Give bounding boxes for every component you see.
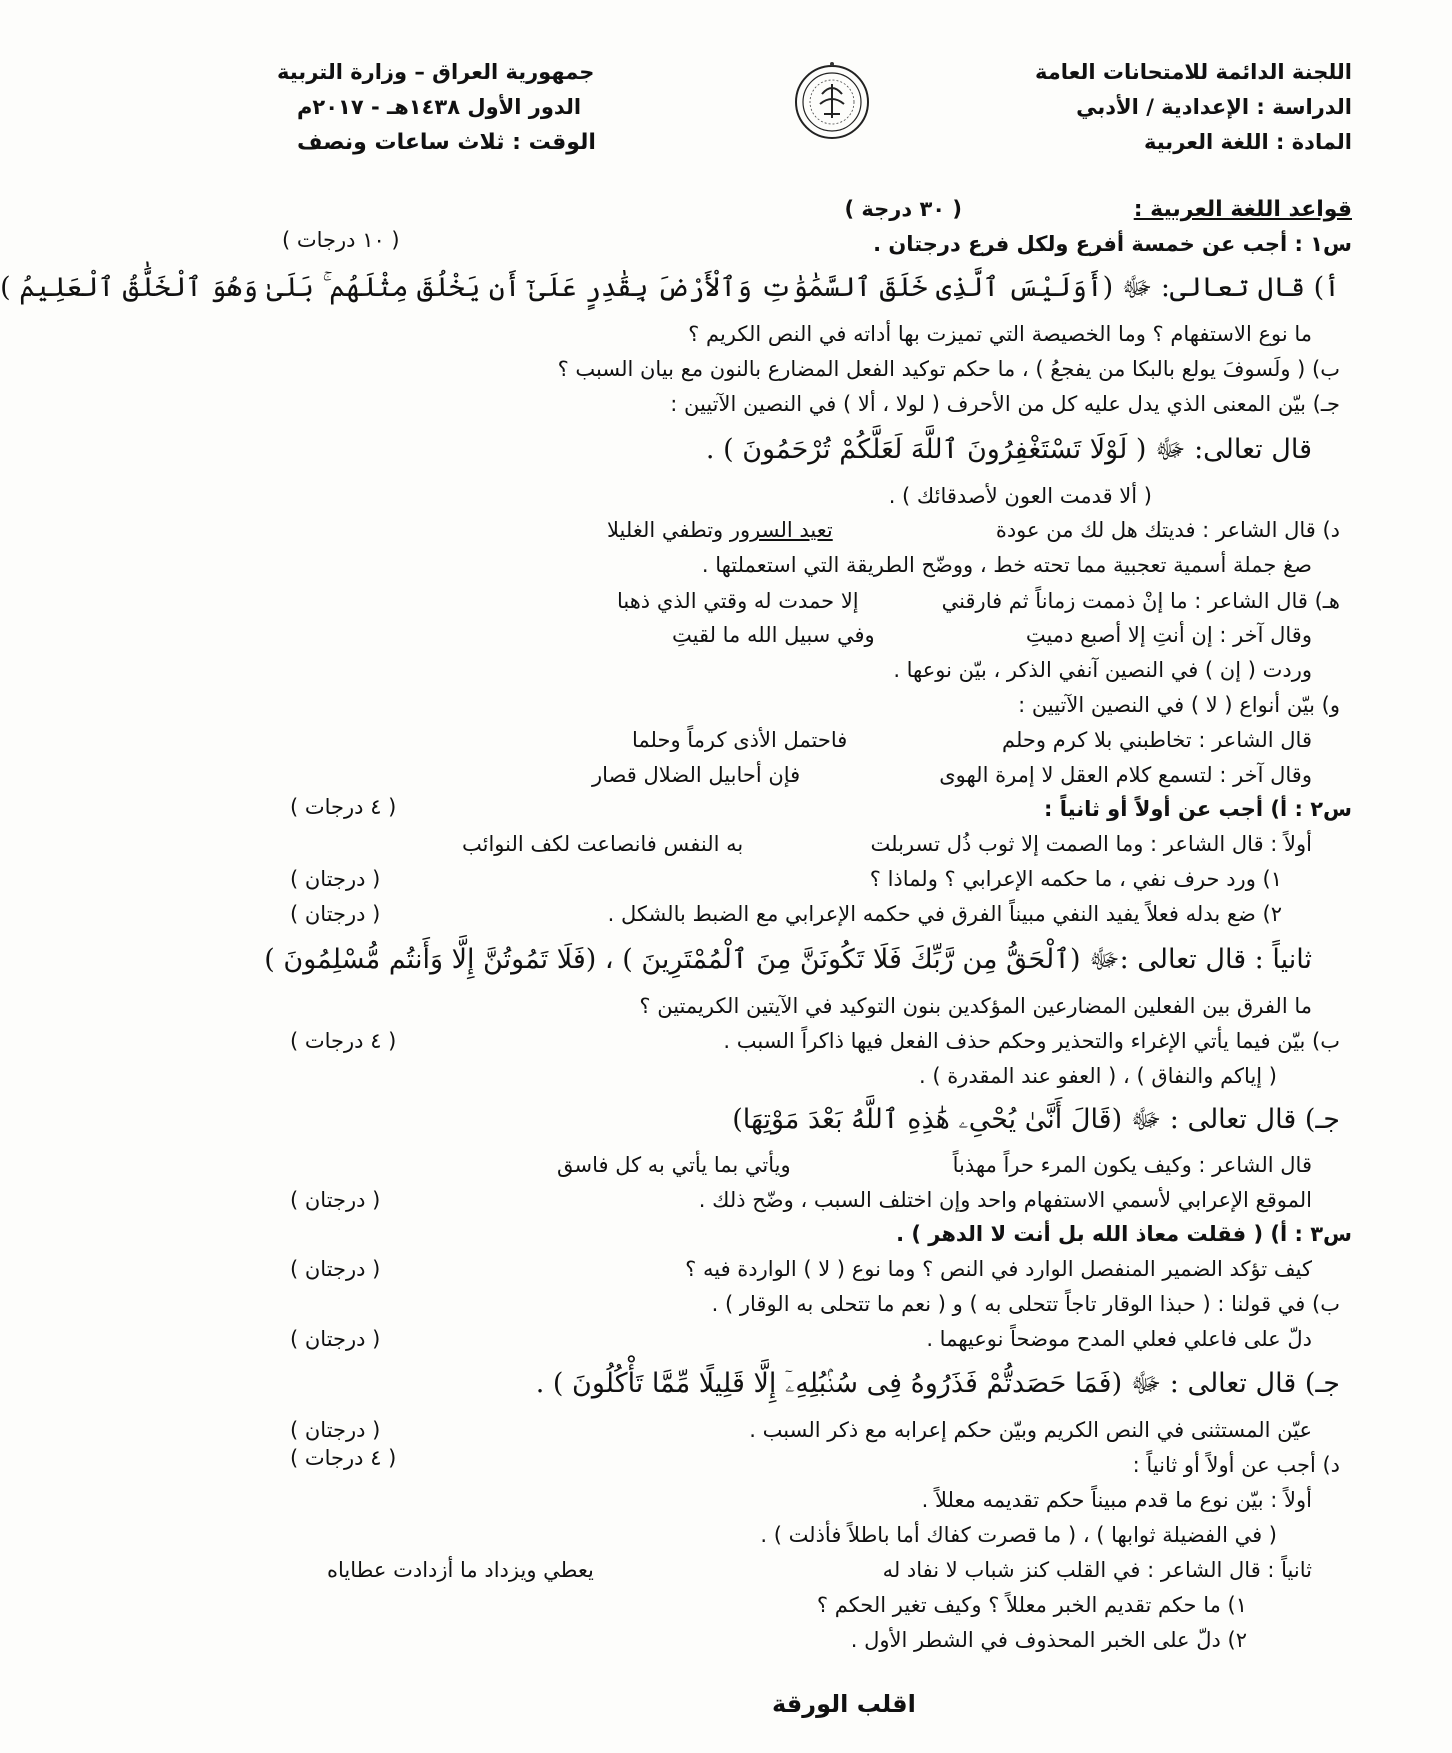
header-committee: اللجنة الدائمة للامتحانات العامة	[1035, 60, 1352, 84]
section-marks: ( ٣٠ درجة )	[844, 197, 962, 221]
q1-c-verse: قال تعالى: ﷻ ( لَوْلَا تَسْتَغْفِرُونَ ٱللَّهَ لَعَلَّكُمْ تُرْحَمُونَ ) .	[705, 434, 1312, 465]
header-republic: جمهورية العراق – وزارة التربية	[277, 60, 595, 84]
q2-c-verse-a: قال الشاعر : وكيف يكون المرء حراً مهذباً	[952, 1153, 1312, 1177]
q1-c-quote: ( ألا قدمت العون لأصدقائك ) .	[888, 484, 1152, 508]
q1-d-second-hemistich: تعيد السرور وتطفي الغليلا	[607, 518, 833, 542]
q1-e-verse2-b: وفي سبيل الله ما لقيتِ	[672, 623, 875, 647]
q3-second-q2: ٢) دلّ على الخبر المحذوف في الشطر الأول .	[850, 1628, 1247, 1652]
q2-b-examples: ( إياكم والنفاق ) ، ( العفو عند المقدرة ) .	[919, 1064, 1277, 1088]
q3-c-marks: ( درجتان )	[290, 1418, 381, 1442]
q1-e-question: وردت ( إن ) في النصين آنفي الذكر ، بيّن نوعها .	[893, 658, 1312, 682]
header-study: الدراسة : الإعدادية / الأدبي	[1076, 95, 1352, 119]
q1-b: ب) ( ولَسوفَ يولع بالبكا من يفجعُ ) ، ما حكم توكيد الفعل المضارع بالنون مع بيان السبب ؟	[557, 357, 1340, 381]
q2-first-q2: ٢) ضع بدله فعلاً يفيد النفي مبيناً الفرق في حكمه الإعرابي مع الضبط بالشكل .	[607, 902, 1282, 926]
q2-b-marks: ( ٤ درجات )	[290, 1029, 397, 1053]
q2-first-a: أولاً : قال الشاعر : وما الصمت إلا ثوب ذُل تسربلت	[870, 832, 1312, 856]
q1-a-question: ما نوع الاستفهام ؟ وما الخصيصة التي تميزت بها أداته في النص الكريم ؟	[688, 322, 1312, 346]
q1-e-verse2-a: وقال آخر : إن أنتِ إلا أصبع دميتِ	[1025, 623, 1312, 647]
q1-marks: ( ١٠ درجات )	[282, 228, 400, 252]
q3-first-examples: ( في الفضيلة ثوابها ) ، ( ما قصرت كفاك أما باطلاً فأذلت ) .	[760, 1523, 1277, 1547]
q1-d-first-hemistich: د) قال الشاعر : فديتك هل لك من عودة	[995, 518, 1340, 542]
q2-marks: ( ٤ درجات )	[290, 795, 397, 819]
q3-c-verse: جـ) قال تعالى : ﷻ (فَمَا حَصَدتُّمْ فَذَرُوهُ فِى سُنۢبُلِهِۦٓ إِلَّا قَلِيلًا مِّمَّا تَأْكُلُونَ ) .	[535, 1368, 1340, 1399]
q3-b-question: دلّ على فاعلي فعلي المدح موضحاً نوعيهما .	[926, 1327, 1312, 1351]
q1-d-underlined: تعيد السرور	[729, 518, 833, 542]
q3-c-question: عيّن المستثنى في النص الكريم وبيّن حكم إعرابه مع ذكر السبب .	[749, 1418, 1312, 1442]
q1-f-verse2-b: فإن أحابيل الضلال قصار	[592, 763, 801, 787]
section-title: قواعد اللغة العربية :	[1133, 197, 1352, 222]
q2-first-b: به النفس فانصاعت لكف النوائب	[462, 832, 744, 856]
q2-c-verse: جـ) قال تعالى : ﷻ (قَالَ أَنَّىٰ يُحْىِۦ هَٰذِهِ ٱللَّهُ بَعْدَ مَوْتِهَا)	[732, 1104, 1340, 1135]
footer-turn-page: اقلب الورقة	[772, 1690, 916, 1718]
q2-second-question: ما الفرق بين الفعلين المضارعين المؤكدين بنون التوكيد في الآيتين الكريمتين ؟	[639, 994, 1312, 1018]
q1-e-verse1-a: هـ) قال الشاعر : ما إنْ ذممت زماناً ثم فارقني	[941, 589, 1340, 613]
q1-d-question: صغ جملة أسمية تعجبية مما تحته خط ، ووضّح الطريقة التي استعملتها .	[701, 553, 1312, 577]
q3-label: س٣ : أ) ( فقلت معاذ الله بل أنت لا الدهر ) .	[896, 1222, 1352, 1246]
q2-first-q1-marks: ( درجتان )	[290, 867, 381, 891]
iraq-ministry-emblem-icon	[792, 60, 872, 145]
q1-f: و) بيّن أنواع ( لا ) في النصين الآتيين :	[1018, 693, 1340, 717]
q1-a-verse: أ) قال تعالى: ﷻ (أَوَلَيْسَ ٱلَّذِى خَلَقَ ٱلسَّمَٰوَٰتِ وَٱلْأَرْضَ بِقَٰدِرٍ عَلَىٰٓ أَن يَخْلُقَ مِثْلَهُم ۚ بَلَىٰ وَهُوَ ٱلْخَلَّٰقُ ٱلْعَلِيمُ )	[0, 272, 1340, 303]
q3-b: ب) في قولنا : ( حبذا الوقار تاجاً تتحلى به ) و ( نعم ما تتحلى به الوقار ) .	[711, 1292, 1340, 1316]
header-round: الدور الأول ١٤٣٨هـ - ٢٠١٧م	[297, 95, 582, 119]
q3-second-a: ثانياً : قال الشاعر : في القلب كنز شباب لا نفاد له	[882, 1558, 1312, 1582]
q1-f-verse1-b: فاحتمل الأذى كرماً وحلما	[632, 728, 848, 752]
q3-d-marks: ( ٤ درجات )	[290, 1446, 397, 1470]
q1-e-verse1-b: إلا حمدت له وقتي الذي ذهبا	[617, 589, 859, 613]
q3-a-question: كيف تؤكد الضمير المنفصل الوارد في النص ؟ وما نوع ( لا ) الواردة فيه ؟	[685, 1257, 1312, 1281]
q2-c-question: الموقع الإعرابي لأسمي الاستفهام واحد وإن اختلف السبب ، وضّح ذلك .	[698, 1188, 1312, 1212]
q3-second-q1: ١) ما حكم تقديم الخبر معللاً ؟ وكيف تغير الحكم ؟	[816, 1593, 1247, 1617]
q2-c-verse-b: ويأتي بما يأتي به كل فاسق	[557, 1153, 791, 1177]
q1-f-verse1-a: قال الشاعر : تخاطبني بلا كرم وحلم	[1001, 728, 1312, 752]
q3-a-marks: ( درجتان )	[290, 1257, 381, 1281]
q3-first: أولاً : بيّن نوع ما قدم مبيناً حكم تقديمه معللاً .	[921, 1488, 1312, 1512]
q2-label: س٢ : أ) أجب عن أولاً أو ثانياً :	[1044, 797, 1352, 821]
q1-f-verse2-a: وقال آخر : لتسمع كلام العقل لا إمرة الهوى	[939, 763, 1312, 787]
q3-b-marks: ( درجتان )	[290, 1327, 381, 1351]
q2-second-verses: ثانياً : قال تعالى :ﷻ (ٱلْحَقُّ مِن رَّبِّكَ فَلَا تَكُونَنَّ مِنَ ٱلْمُمْتَرِينَ ) ، (فَلَا تَمُوتُنَّ إِلَّا وَأَنتُم مُّسْلِمُونَ )	[264, 944, 1312, 975]
header-time: الوقت : ثلاث ساعات ونصف	[297, 130, 596, 155]
q3-second-b: يعطي ويزداد ما أزدادت عطاياه	[327, 1558, 594, 1582]
q2-b: ب) بيّن فيما يأتي الإغراء والتحذير وحكم حذف الفعل فيها ذاكراً السبب .	[723, 1029, 1340, 1053]
q3-d: د) أجب عن أولاً أو ثانياً :	[1132, 1453, 1340, 1477]
q2-first-q1: ١) ورد حرف نفي ، ما حكمه الإعرابي ؟ ولماذا ؟	[869, 867, 1282, 891]
q1-c: جـ) بيّن المعنى الذي يدل عليه كل من الأحرف ( لولا ، ألا ) في النصين الآتيين :	[670, 392, 1340, 416]
q1-label: س١ : أجب عن خمسة أفرع ولكل فرع درجتان .	[873, 232, 1352, 256]
q2-c-marks: ( درجتان )	[290, 1188, 381, 1212]
q2-first-q2-marks: ( درجتان )	[290, 902, 381, 926]
header-subject: المادة : اللغة العربية	[1144, 130, 1352, 154]
